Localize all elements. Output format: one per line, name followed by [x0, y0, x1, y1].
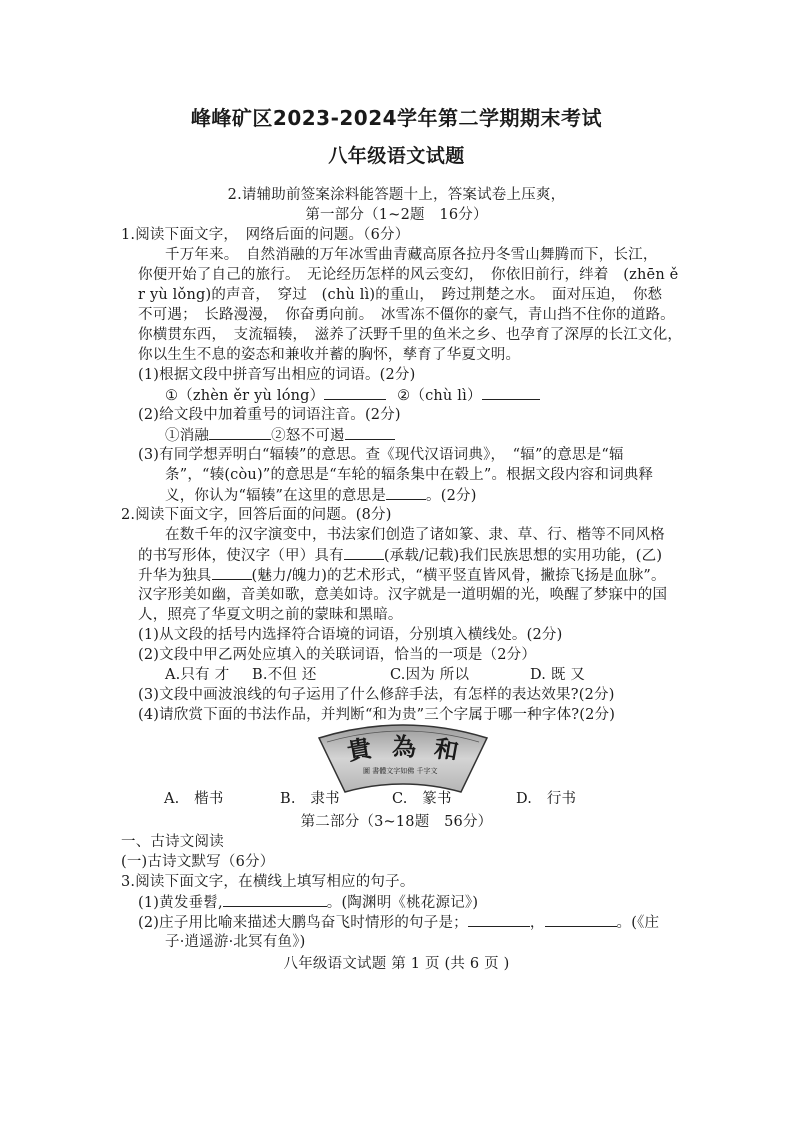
- option-c[interactable]: C. 篆书: [392, 791, 452, 807]
- option-b[interactable]: B.不但 还: [252, 667, 317, 683]
- option-d[interactable]: D. 行书: [516, 791, 577, 807]
- q3-sub1: [138, 893, 478, 912]
- q2-passage-line: 汉字形美如幽，音美如歌，意美如诗。汉字就是一道明媚的光，唤醒了梦寐中的国: [138, 587, 668, 603]
- q3-sub2: [138, 913, 659, 932]
- option-a[interactable]: A.只有 才: [165, 667, 230, 683]
- answer-blank[interactable]: [482, 386, 540, 400]
- exam-subtitle: 八年级语文试题: [328, 145, 465, 167]
- part1-heading: 第一部分（1~2题 16分）: [305, 207, 488, 223]
- q1-sub2-item: ②怒不可遏: [271, 428, 345, 444]
- q1-sub1-item: ①（zhèn ěr yù lóng）: [165, 388, 325, 404]
- option-b[interactable]: B. 隶书: [280, 791, 340, 807]
- option-a[interactable]: A. 楷书: [164, 791, 224, 807]
- q1-passage-line: 千万年来。 自然消融的万年冰雪曲青藏高原各拉丹冬雪山舞腾而下，长江，: [165, 247, 658, 263]
- q2-sub2-options: [165, 666, 585, 684]
- q2-passage-text: (承载/记载)我们民族思想的实用功能，(乙): [383, 548, 663, 564]
- q1-sub2-answers: [165, 426, 395, 445]
- page-footer: 八年级语文试题 第 1 页 (共 6 页 ): [283, 956, 510, 972]
- q1-sub1-item: ②（chù lì）: [397, 388, 482, 404]
- q1-sub2-item: ①消融: [165, 428, 210, 444]
- q3-sub1-text: (1)黄发垂髫,: [138, 895, 223, 911]
- subsection-heading: (一)古诗文默写（6分）: [121, 854, 275, 870]
- q1-passage-line: 你以生生不息的姿态和兼收并蓄的胸怀，孳育了华夏文明。: [138, 347, 521, 363]
- q2-passage-line: [138, 546, 662, 565]
- section-heading: 一、古诗文阅读: [121, 834, 224, 850]
- q3-sub2-source: 。(《庄: [616, 915, 660, 931]
- q3-sub2-comma: ，: [529, 915, 545, 931]
- q1-passage-line: r yù lǒng)的声音， 穿过 (chù lì)的重山， 跨过荆楚之水。 面对压迫， 你愁: [138, 287, 663, 303]
- q3-sub2-source-line: 子·逍遥游·北冥有鱼》): [165, 934, 306, 950]
- answer-blank[interactable]: [468, 913, 530, 927]
- q1-sub1: (1)根据文段中拼音写出相应的词语。(2分): [138, 367, 416, 383]
- q2-passage-text: 的书写形体，使汉字（甲）具有: [138, 548, 344, 564]
- calligraphy-fan-image: [313, 716, 493, 796]
- q3-sub1-source: 。(陶渊明《桃花源记》): [326, 895, 479, 911]
- q1-sub3-line: [165, 486, 477, 505]
- answer-blank[interactable]: [344, 546, 384, 560]
- answer-blank[interactable]: [209, 426, 271, 440]
- q2-stem: 2.阅读下面文字，回答后面的问题。(8分): [121, 507, 392, 523]
- q3-sub2-text: (2)庄子用比喻来描述大鹏鸟奋飞时情形的句子是；: [138, 915, 468, 931]
- answer-blank[interactable]: [324, 386, 386, 400]
- answer-blank[interactable]: [345, 426, 395, 440]
- exam-title: 峰峰矿区2023-2024学年第二学期期末考试: [190, 106, 603, 130]
- calligraphy-char: 和: [432, 733, 461, 766]
- q1-passage-line: 你横贯东西， 支流辐辏， 滋养了沃野千里的鱼米之乡、也孕育了深厚的长江文化，: [138, 327, 683, 343]
- q1-sub1-answers: [165, 386, 540, 405]
- q2-sub1: (1)从文段的括号内选择符合语境的词语，分别填入横线处。(2分): [138, 627, 563, 643]
- q2-passage-text: (魅力/魄力)的艺术形式，“横平竖直皆风骨，撇捺飞扬是血脉”。: [251, 568, 666, 584]
- option-c[interactable]: C.因为 所以: [390, 667, 470, 683]
- q2-sub4: (4)请欣赏下面的书法作品，并判断“和为贵”三个字属于哪一种字体?(2分): [138, 707, 616, 723]
- q1-sub3-line: 条”，“辏(còu)”的意思是“车轮的辐条集中在毂上”。根据文段内容和词典释: [165, 467, 654, 483]
- q1-sub3-line: (3)有同学想弄明白“辐辏”的意思。查《现代汉语词典》， “辐”的意思是“辐: [138, 447, 624, 463]
- q2-sub3: (3)文段中画波浪线的句子运用了什么修辞手法，有怎样的表达效果?(2分): [138, 687, 615, 703]
- calligraphy-inscription: 圖 書體文字如佛 千字文: [363, 767, 438, 775]
- q2-passage-text: 升华为独具: [138, 568, 212, 584]
- answer-blank[interactable]: [386, 486, 426, 500]
- q2-passage-line: [138, 566, 666, 585]
- option-d[interactable]: D. 既 又: [530, 667, 586, 683]
- q2-passage-line: 人，照亮了华夏文明之前的蒙昧和黑暗。: [138, 607, 403, 623]
- q1-stem: 1.阅读下面文字， 网络后面的问题。（6分）: [121, 227, 410, 243]
- q1-sub2: (2)给文段中加着重号的词语注音。(2分): [138, 407, 401, 423]
- q1-passage-line: 不可遇； 长路漫漫， 你奋勇向前。 冰雪冻不僵你的豪气，青山挡不住你的道路。: [138, 307, 675, 323]
- q1-passage-line: 你便开始了自己的旅行。 无论经历怎样的风云变幻， 你依旧前行，绊着 (zhēn ě: [138, 267, 679, 283]
- q2-sub2: (2)文段中甲乙两处应填入的关联词语，恰当的一项是（2分）: [138, 647, 537, 663]
- notice-line: 2.请辅助前签案涂料能答题十上，答案试卷上压爽，: [227, 187, 566, 203]
- answer-blank[interactable]: [223, 893, 327, 907]
- q1-sub3-text: 义，你认为“辐辏”在这里的意思是: [165, 488, 387, 504]
- calligraphy-char: 為: [392, 732, 416, 761]
- q1-sub3-score: 。(2分): [426, 488, 477, 504]
- part2-heading: 第二部分（3~18题 56分）: [300, 814, 493, 830]
- q2-passage-line: 在数千年的汉字演变中，书法家们创造了诸如篆、隶、草、行、楷等不同风格: [165, 527, 665, 543]
- calligraphy-char: 貴: [345, 733, 374, 766]
- q2-sub4-options: [164, 790, 576, 808]
- answer-blank[interactable]: [212, 566, 252, 580]
- q3-stem: 3.阅读下面文字，在横线上填写相应的句子。: [121, 874, 415, 890]
- answer-blank[interactable]: [545, 913, 617, 927]
